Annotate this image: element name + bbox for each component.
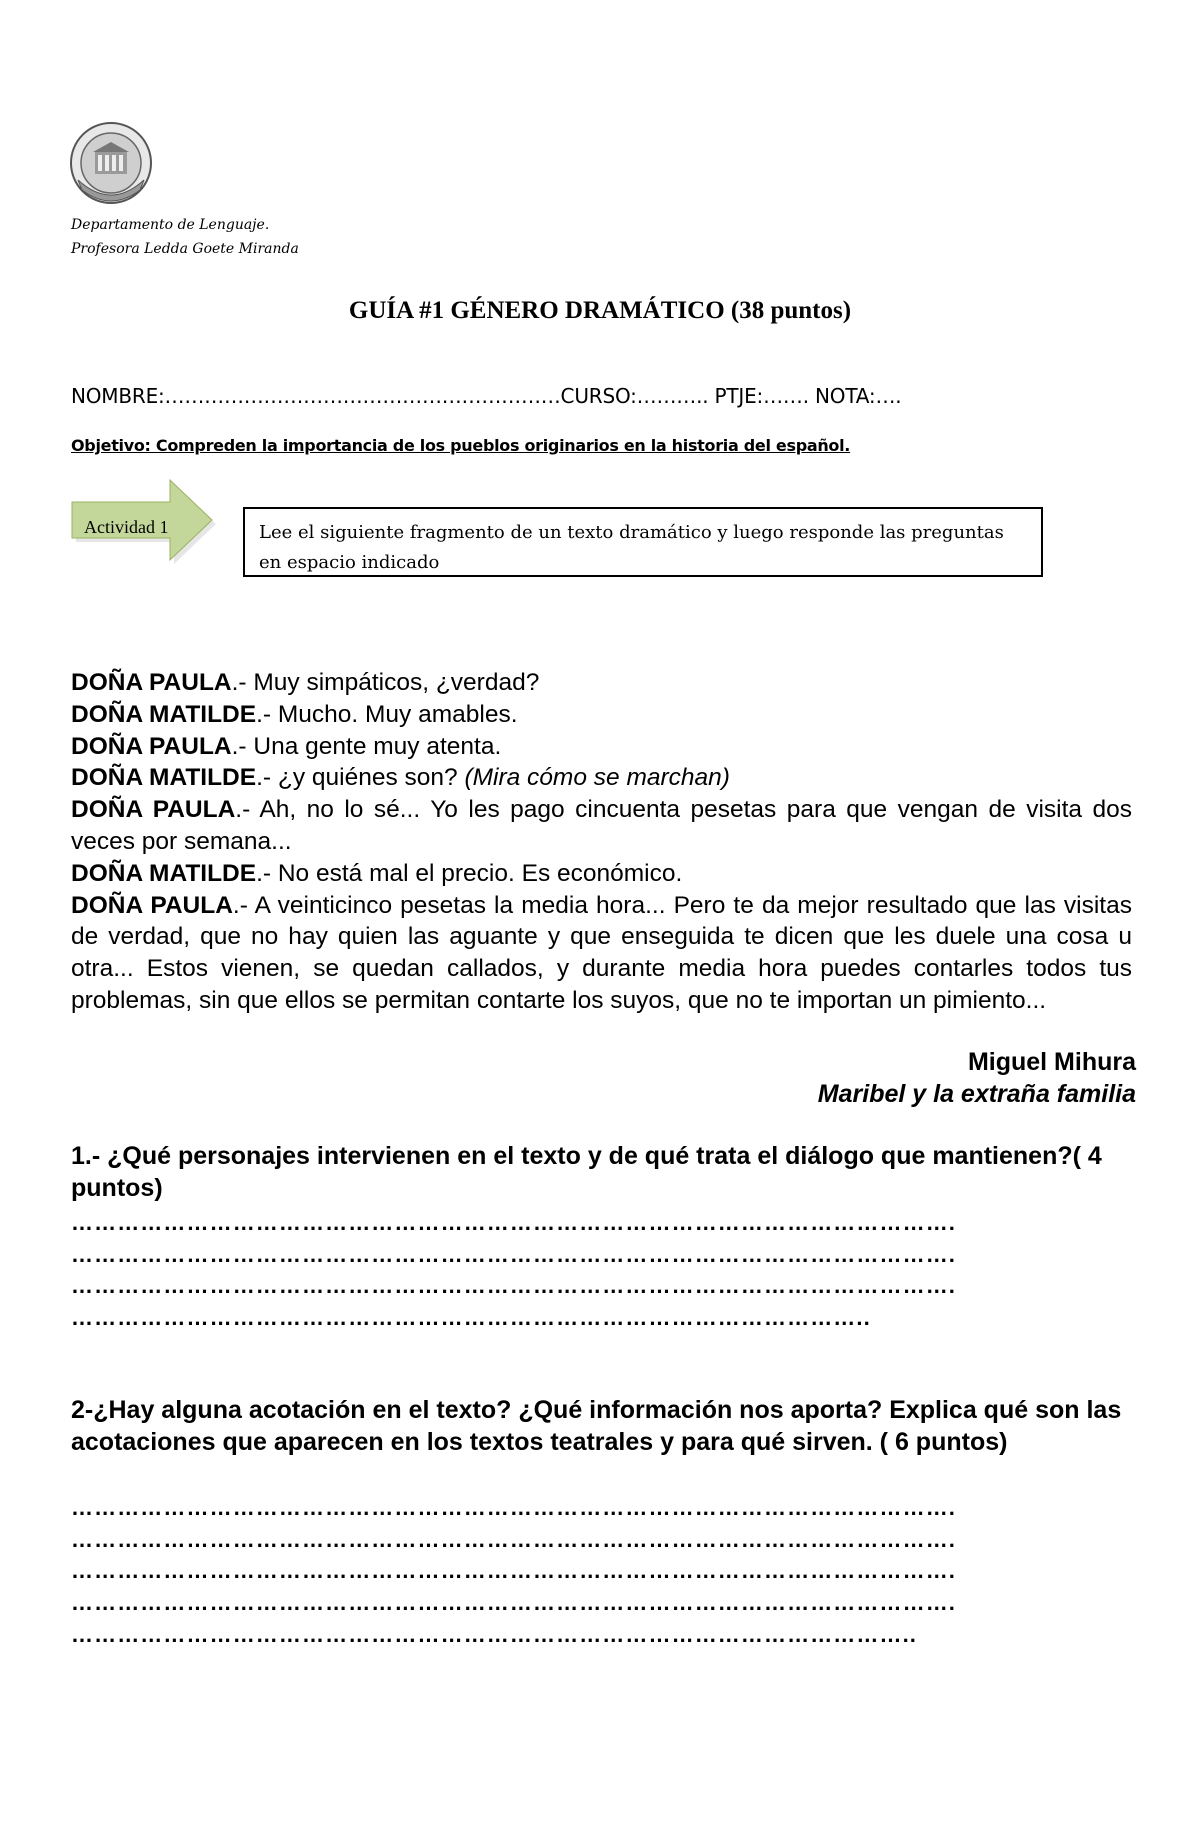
department-name: Departamento de Lenguaje. — [71, 217, 270, 233]
objective: Objetivo: Compreden la importancia de los pueblos originarios en la historia del español. — [71, 436, 851, 455]
teacher-name: Profesora Ledda Goete Miranda — [71, 241, 299, 257]
dialogue-line: DOÑA PAULA.- A veinticinco pesetas la media hora... Pero te da mejor resultado que las visitas de verdad, que no hay quien las aguante y que enseguida te dicen que les duele una cosa u otra... Estos vienen, se quedan callados, y durante media hora puedes contarles todos tus problemas, sin que ellos se permitan contarte los suyos, que no te importan un pimiento... — [71, 891, 1132, 1014]
question-1: 1.- ¿Qué personajes intervienen en el texto y de qué trata el diálogo que mantienen?( 4 puntos) — [71, 1142, 1102, 1202]
speaker: DOÑA PAULA — [71, 732, 232, 760]
department-header — [71, 213, 299, 261]
work-title: Maribel y la extraña familia — [817, 1080, 1136, 1108]
dialogue-line: DOÑA MATILDE.- No está mal el precio. Es económico. — [71, 859, 683, 887]
answer-line[interactable]: ……………………………………………………………………………………………………. — [71, 1210, 957, 1235]
answer-line[interactable]: ……………………………………………………………………………………………………. — [71, 1590, 957, 1616]
answer-line[interactable]: ……………………………………………………………………………………………….. — [71, 1621, 918, 1647]
dialogue-line: DOÑA MATILDE.- ¿y quiénes son? (Mira cómo se marchan) — [71, 764, 730, 792]
answer-lines-2[interactable] — [71, 1492, 956, 1651]
answer-line[interactable]: ……………………………………………………………………………………………………. — [71, 1558, 957, 1584]
source-citation — [818, 1046, 1136, 1110]
dialogue-line: DOÑA MATILDE.- Mucho. Muy amables. — [71, 700, 518, 728]
stage-direction: (Mira cómo se marchan) — [464, 764, 730, 792]
speaker: DOÑA MATILDE — [71, 700, 257, 728]
speaker: DOÑA PAULA — [71, 669, 232, 696]
author-name: Miguel Mihura — [967, 1048, 1136, 1076]
student-info-line: NOMBRE:……………………………………………………CURSO:……….. PTJE:……. NOTA:…. — [71, 384, 902, 408]
instruction-box: Lee el siguiente fragmento de un texto dramático y luego responde las preguntas en espacio indicado — [243, 507, 1043, 577]
dialogue-line: DOÑA PAULA.- Muy simpáticos, ¿verdad? — [71, 669, 540, 696]
activity-label: Actividad 1 — [84, 517, 169, 537]
answer-line[interactable]: ……………………………………………………………………………………………………. — [71, 1526, 957, 1552]
speaker: DOÑA PAULA — [71, 891, 233, 919]
speaker: DOÑA MATILDE — [71, 859, 257, 887]
dialogue-line: DOÑA PAULA.- Ah, no lo sé... Yo les pago cincuenta pesetas para que vengan de visita dos veces por semana... — [71, 796, 1132, 855]
answer-line[interactable]: ……………………………………………………………………………………………………. — [71, 1273, 957, 1299]
dialogue-fragment — [71, 667, 1132, 1017]
dialogue-line: DOÑA PAULA.- Una gente muy atenta. — [71, 732, 502, 760]
answer-lines-1[interactable] — [71, 1207, 956, 1334]
speaker: DOÑA PAULA — [71, 796, 236, 824]
speaker: DOÑA MATILDE — [71, 764, 257, 792]
answer-line[interactable]: ……………………………………………………………………………………………………. — [71, 1495, 957, 1520]
school-seal-icon — [68, 120, 154, 206]
answer-line[interactable]: ………………………………………………………………………………………….. — [71, 1305, 871, 1331]
answer-line[interactable]: ……………………………………………………………………………………………………. — [71, 1241, 957, 1267]
page-title: GUÍA #1 GÉNERO DRAMÁTICO (38 puntos) — [348, 297, 852, 324]
question-2: 2-¿Hay alguna acotación en el texto? ¿Qué información nos aporta? Explica qué son las acotaciones que aparecen en los textos teatrales y para qué sirven. ( 6 puntos) — [71, 1396, 1122, 1456]
